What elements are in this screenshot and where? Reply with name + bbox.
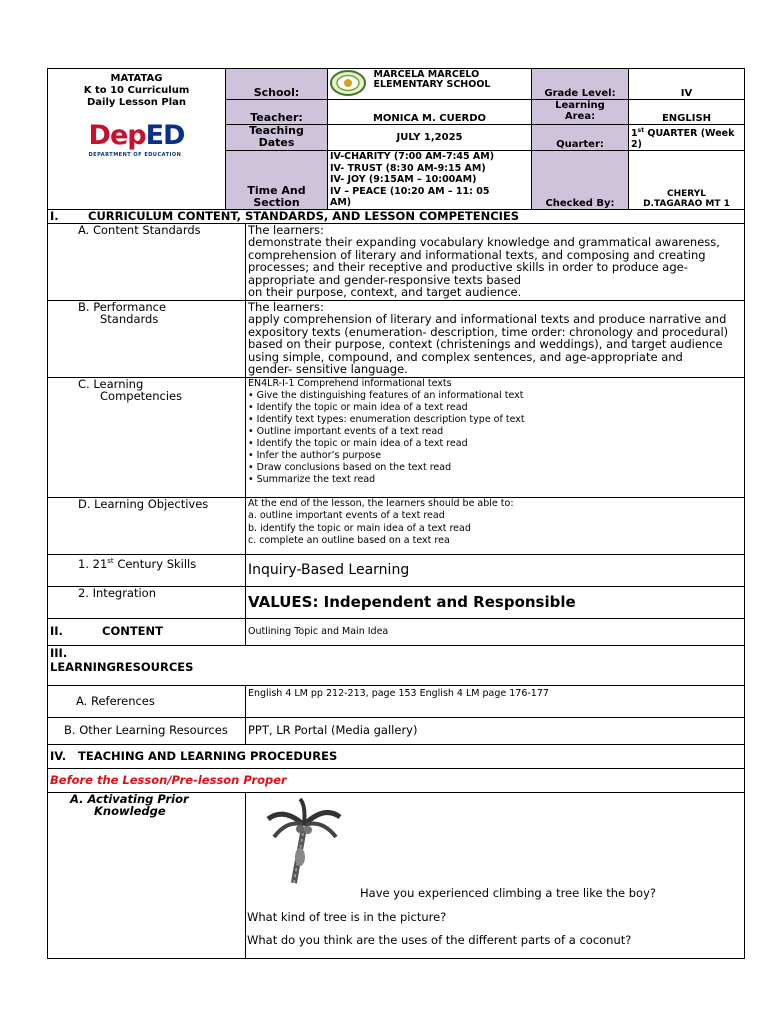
- learning-area-label: Learning Area:: [532, 100, 629, 125]
- content-standards-label: A. Content Standards: [48, 223, 246, 300]
- school-label: School:: [226, 69, 328, 100]
- time-section-label: Time And Section: [226, 151, 328, 210]
- activating-prior-knowledge-content: [246, 792, 745, 958]
- section-3-header: III. LEARNINGRESOURCES: [48, 645, 745, 685]
- brand-line2: K to 10 Curriculum: [83, 85, 190, 96]
- performance-standards-text: The learners: apply comprehension of literary and informational texts and produce narrative and expository texts (enumeration- description, time order: chronology and procedural) based on their purpose, context (christenings and weddings), and target audience using simple, compound, and complex sentences, and age-appropriate and gender- sensitive language.: [246, 300, 745, 377]
- checked-by-label: Checked By:: [532, 151, 629, 210]
- other-resources-value: PPT, LR Portal (Media gallery): [246, 717, 745, 744]
- section-1-header: I. CURRICULUM CONTENT, STANDARDS, AND LESSON COMPETENCIES: [48, 209, 745, 223]
- list-item: • Summarize the text read: [248, 473, 376, 485]
- quarter-value: 1st QUARTER (Week 2): [629, 125, 745, 151]
- deped-logo-subtext: DEPARTMENT OF EDUCATION: [88, 152, 182, 158]
- learning-objectives-label: D. Learning Objectives: [48, 497, 246, 554]
- section-4-header: IV. TEACHING AND LEARNING PROCEDURES: [48, 744, 745, 768]
- school-name-cell: [328, 69, 532, 100]
- list-item: • Identify the topic or main idea of a text read: [248, 401, 468, 413]
- integration-label: 2. Integration: [48, 586, 246, 618]
- checked-by-value: CHERYL D.TAGARAO MT 1: [629, 151, 745, 210]
- header-table: [47, 68, 745, 210]
- list-item: EN4LR-I-1 Comprehend informational texts: [248, 377, 452, 389]
- list-item: • Identify text types: enumeration description type of text: [248, 413, 525, 425]
- section-2-header: II. CONTENT: [48, 618, 246, 645]
- teaching-dates-label: Teaching Dates: [226, 125, 328, 151]
- brand-cell: [48, 69, 226, 210]
- brand-title: MATATAG: [110, 73, 163, 84]
- list-item: • Infer the author’s purpose: [248, 449, 382, 461]
- teaching-dates-value: JULY 1,2025: [328, 125, 532, 151]
- learning-competencies-list: [246, 377, 745, 497]
- references-label: A. References: [48, 685, 246, 717]
- grade-level-value: IV: [629, 69, 745, 100]
- before-lesson-heading: Before the Lesson/Pre-lesson Proper: [48, 768, 745, 792]
- learning-area-value: ENGLISH: [629, 100, 745, 125]
- activating-question-1: Have you experienced climbing a tree like the boy?: [360, 885, 657, 900]
- list-item: • Outline important events of a text read: [248, 425, 444, 437]
- content-value: Outlining Topic and Main Idea: [246, 618, 745, 645]
- list-item: • Give the distinguishing features of an informational text: [248, 389, 524, 401]
- activating-question-3: What do you think are the uses of the different parts of a coconut?: [247, 932, 632, 947]
- learning-competencies-label: C. Learning Competencies: [48, 377, 246, 497]
- deped-logo: [88, 120, 185, 161]
- other-resources-label: B. Other Learning Resources: [48, 717, 246, 744]
- century-skills-label: 1. 21st Century Skills: [48, 554, 246, 586]
- grade-level-label: Grade Level:: [532, 69, 629, 100]
- teacher-value: MONICA M. CUERDO: [328, 100, 532, 125]
- learning-objectives-list: At the end of the lesson, the learners should be able to: a. outline important events of a text read b. identify the topic or main idea of a text read c. complete an outline based on a text rea: [246, 497, 745, 554]
- time-section-value: IV-CHARITY (7:00 AM-7:45 AM) IV- TRUST (8:30 AM-9:15 AM) IV- JOY (9:15AM – 10:00AM) IV – PEACE (10:20 AM – 11: 05 AM): [328, 151, 532, 210]
- activating-prior-knowledge-label: A. Activating Prior Knowledge: [48, 792, 246, 958]
- performance-standards-label: B. Performance Standards: [48, 300, 246, 377]
- lesson-plan-page: [47, 68, 744, 959]
- century-skills-value: Inquiry-Based Learning: [246, 554, 745, 586]
- activating-question-2: What kind of tree is in the picture?: [247, 909, 447, 924]
- quarter-label: Quarter:: [532, 125, 629, 151]
- lesson-body-table: [47, 209, 745, 959]
- content-standards-text: The learners: demonstrate their expanding vocabulary knowledge and grammatical awareness, comprehension of literary and informational texts, and composing and creating processes; and their receptive and productive skills in order to produce age- appropriate and gender-responsive texts based on their purpose, context, and target audience.: [246, 223, 745, 300]
- integration-value: VALUES: Independent and Responsible: [246, 586, 745, 618]
- school-name: MARCELA MARCELO ELEMENTARY SCHOOL: [373, 69, 491, 90]
- brand-line3: Daily Lesson Plan: [86, 97, 187, 108]
- list-item: • Identify the topic or main idea of a text read: [248, 437, 468, 449]
- references-value: English 4 LM pp 212-213, page 153 English 4 LM page 176-177: [246, 685, 745, 717]
- school-seal-icon: [330, 70, 366, 99]
- deped-logo-text: DepED: [88, 120, 185, 151]
- teacher-label: Teacher:: [226, 100, 328, 125]
- list-item: • Draw conclusions based on the text read: [248, 461, 452, 473]
- coconut-tree-image: [264, 797, 344, 888]
